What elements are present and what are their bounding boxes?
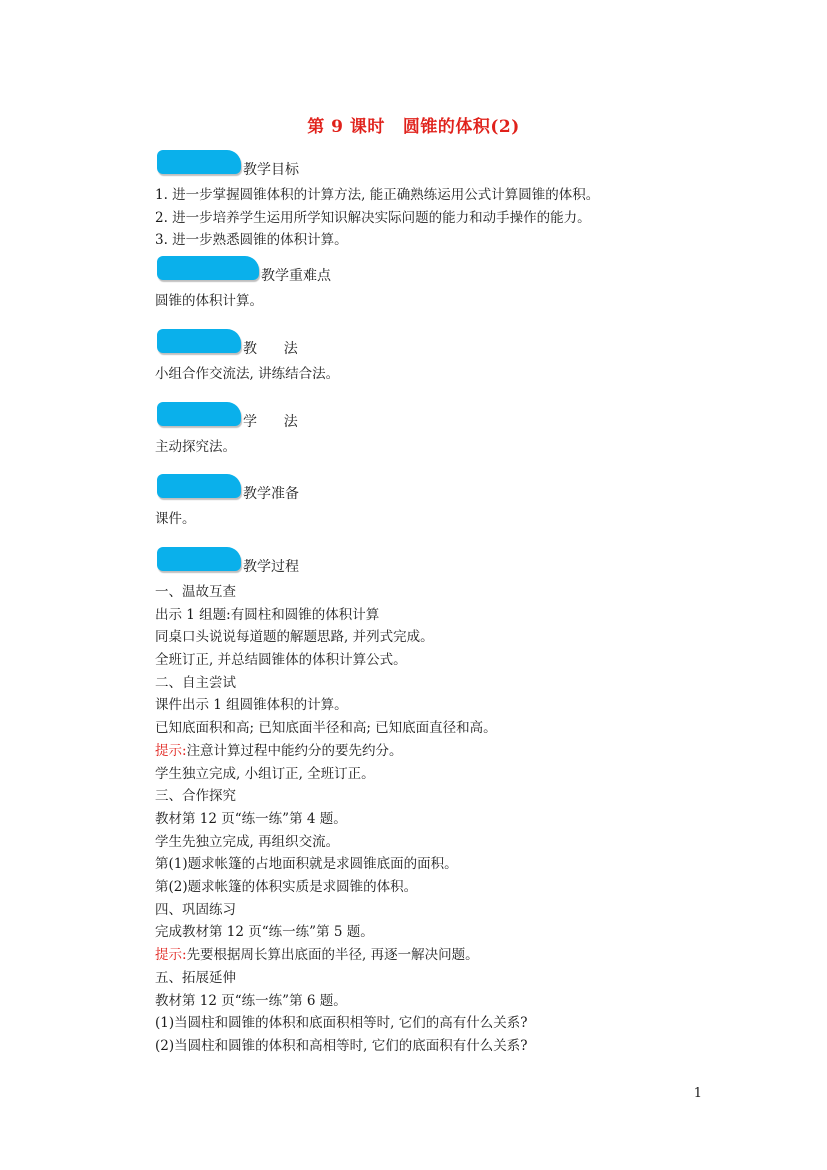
process-line: 学生先独立完成, 再组织交流。 bbox=[155, 833, 340, 850]
section-text: 小组合作交流法, 讲练结合法。 bbox=[155, 365, 340, 382]
process-line: 完成教材第 12 页“练一练”第 5 题。 bbox=[155, 924, 374, 941]
page-title bbox=[0, 112, 827, 137]
tip-line bbox=[155, 740, 755, 763]
section-text: 圆锥的体积计算。 bbox=[155, 293, 263, 310]
section-heading-key-points bbox=[155, 256, 755, 288]
title-lesson: 第 9 课时 bbox=[307, 117, 385, 137]
process-line: 全班订正, 并总结圆锥体的体积计算公式。 bbox=[155, 652, 407, 669]
heading-badge bbox=[157, 256, 259, 280]
process-line: 教材第 12 页“练一练”第 6 题。 bbox=[155, 992, 347, 1009]
tip-line bbox=[155, 944, 755, 967]
section-text: 课件。 bbox=[155, 511, 196, 528]
process-line: 三、合作探究 bbox=[155, 788, 236, 805]
process-line: 学生独立完成, 小组订正, 全班订正。 bbox=[155, 765, 375, 782]
section-heading-teaching-method bbox=[155, 329, 755, 361]
section-label: 教学准备 bbox=[243, 486, 299, 503]
process-line: (1)当圆柱和圆锥的体积和底面积相等时, 它们的高有什么关系? bbox=[155, 1015, 528, 1032]
page-number: 1 bbox=[693, 1086, 702, 1101]
section-heading-preparation bbox=[155, 474, 755, 506]
process-line: 五、拓展延伸 bbox=[155, 969, 236, 986]
section-label: 教学目标 bbox=[243, 162, 299, 178]
section-label: 教 法 bbox=[243, 340, 298, 357]
heading-badge bbox=[157, 474, 241, 498]
tip-label: 提示: bbox=[155, 947, 187, 964]
section-text: 主动探究法。 bbox=[155, 438, 236, 455]
goal-item: 2. 进一步培养学生运用所学知识解决实际问题的能力和动手操作的能力。 bbox=[155, 209, 591, 226]
process-line: 第(1)题求帐篷的占地面积就是求圆锥底面的面积。 bbox=[155, 856, 458, 873]
heading-badge bbox=[157, 150, 241, 174]
process-line: 第(2)题求帐篷的体积实质是求圆锥的体积。 bbox=[155, 879, 418, 896]
tip-text: 注意计算过程中能约分的要先约分。 bbox=[186, 742, 403, 759]
section-heading-process bbox=[155, 547, 755, 579]
process-line: 课件出示 1 组圆锥体积的计算。 bbox=[155, 697, 348, 714]
process-line: 教材第 12 页“练一练”第 4 题。 bbox=[155, 810, 347, 827]
section-heading-goals bbox=[155, 150, 755, 182]
heading-badge bbox=[157, 547, 241, 571]
section-label: 教学过程 bbox=[243, 558, 299, 575]
process-line: 四、巩固练习 bbox=[155, 901, 236, 918]
goal-item: 1. 进一步掌握圆锥体积的计算方法, 能正确熟练运用公式计算圆锥的体积。 bbox=[155, 187, 600, 203]
goal-item: 3. 进一步熟悉圆锥的体积计算。 bbox=[155, 232, 348, 249]
section-label: 学 法 bbox=[243, 413, 298, 430]
process-line: 二、自主尝试 bbox=[155, 674, 236, 691]
section-label: 教学重难点 bbox=[261, 268, 331, 285]
section-heading-learning-method bbox=[155, 402, 755, 434]
tip-label: 提示: bbox=[155, 742, 187, 759]
process-line: 已知底面积和高; 已知底面半径和高; 已知底面直径和高。 bbox=[155, 720, 497, 737]
process-line: 出示 1 组题:有圆柱和圆锥的体积计算 bbox=[155, 606, 380, 623]
heading-badge bbox=[157, 329, 241, 353]
tip-text: 先要根据周长算出底面的半径, 再逐一解决问题。 bbox=[186, 947, 479, 964]
process-line: 一、温故互查 bbox=[155, 583, 236, 600]
heading-badge bbox=[157, 402, 241, 426]
process-line: 同桌口头说说每道题的解题思路, 并列式完成。 bbox=[155, 629, 434, 646]
process-line: (2)当圆柱和圆锥的体积和高相等时, 它们的底面积有什么关系? bbox=[155, 1037, 528, 1054]
content bbox=[155, 150, 755, 1058]
title-topic: 圆锥的体积(2) bbox=[402, 117, 520, 137]
